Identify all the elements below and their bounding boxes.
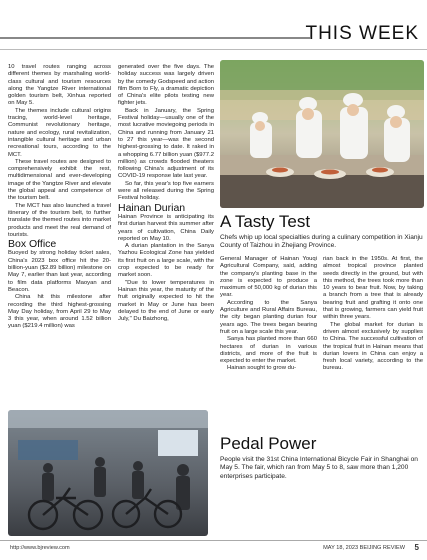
paragraph: A durian plantation in the Sanya Yazhou Ecological Zone has yielded its first fruit on a large scale, with the crop expected to be ready for market soon. bbox=[118, 243, 214, 279]
paragraph: The themes include cultural origins tracing, world-level heritage, Communist revolutionary heritage, nature and ecology, rural revitalization, intangible cultural heritage and urban recreational tours, according to the MCT. bbox=[8, 107, 111, 158]
paragraph: General Manager of Hainan Youqi Agricultural Company, said, adding the company's planting base in the zone is expected to produce a maximum of 50,000 kg of durian this year. bbox=[220, 256, 317, 299]
article-column-4 bbox=[323, 256, 423, 373]
paragraph: Back in January, the Spring Festival holiday—usually one of the most lucrative moviegoing periods in China and running from January 21 to 27 this year—was the second highest-grossing to date. It raked in a whopping 6.77 billion yuan ($977.2 million) as crowds flooded theaters following China's adjustment of its COVID-19 response late last year. bbox=[118, 107, 214, 180]
article-column-3 bbox=[220, 256, 317, 373]
section-title: THIS WEEK bbox=[305, 23, 419, 44]
paragraph: generated over the five days. The holiday success was largely driven by the comedy Godspeed and action film Born to Fly, a dramatic depiction of China's elite pilots testing new fighter jets. bbox=[118, 64, 214, 107]
feature-caption: Chefs whip up local specialties during a culinary competition in Xianju County of Taizhou in Zhejiang Province. bbox=[220, 234, 423, 250]
paragraph: These travel routes are designed to comprehensively exhibit the rest, multidimensional and ever-developing image of the Yangtze River and elevate the global appeal and competence of the tourism belt. bbox=[8, 158, 111, 202]
photo-illustration bbox=[220, 60, 424, 208]
feature-pedal-power bbox=[220, 434, 424, 481]
page-footer bbox=[0, 540, 427, 556]
paragraph: Sanya has planted more than 660 hectares of durian in various districts, and more of the fruit is expected to enter the market. bbox=[220, 336, 317, 365]
paragraph: So far, this year's top five earners were all released during the Spring Festival holiday. bbox=[118, 180, 214, 202]
feature-headline: A Tasty Test bbox=[220, 212, 311, 231]
paragraph: Hainan sought to grow du- bbox=[227, 365, 297, 372]
paragraph: Buoyed by strong holiday ticket sales, China's 2023 box office hit the 20-billion-yuan ($2.89 billion) milestone on May 7, earlier than last year, according to film data platforms Maoyan and Beacon. bbox=[8, 250, 111, 293]
feature-headline: Pedal Power bbox=[220, 434, 317, 453]
subhead-box-office: Box Office bbox=[8, 238, 57, 251]
culinary-competition-photo bbox=[220, 60, 424, 208]
paragraph: rian back in the 1950s. At first, the almost tropical province planted seeds directly in the ground, but with this method, the trees took more than 10 years to bear fruit. Now, by taking a branch from a tree that is already bearing fruit and grafting it onto one that is growing, farmers can yield fruit within three years. bbox=[323, 256, 423, 321]
masthead-bottom-rule bbox=[0, 49, 427, 50]
paragraph: "Due to lower temperatures in Hainan this year, the maturity of the fruit originally expected to hit the market in May or June has been delayed to the end of June or early July," Du Baizhong, bbox=[118, 279, 214, 323]
bicycle-fair-photo bbox=[8, 410, 208, 536]
paragraph: 10 travel routes ranging across different themes by marshaling world-class cultural and tourism resources along the Yangtze River international golden tourism belt, Xinhua reported on May 5. bbox=[8, 64, 111, 107]
footer-url[interactable]: http://www.bjreview.com bbox=[10, 545, 70, 551]
paragraph: Hainan Province is anticipating its first durian harvest this summer after years of cultivation, China Daily reported on May 10. bbox=[118, 213, 214, 242]
paragraph: The global market for durian is driven almost exclusively by supplies to China. The successful cultivation of the tropical fruit in Hainan means that durian lovers in China can enjoy a fresh local variety, according to the bureau. bbox=[323, 321, 423, 372]
footer-rule bbox=[0, 540, 427, 541]
paragraph: The MCT has also launched a travel itinerary of the tourism belt, to further translate the themed routes into market products and meet the real demand of tourists. bbox=[8, 202, 111, 238]
feature-caption: People visit the 31st China International Bicycle Fair in Shanghai on May 5. The fair, which ran from May 5 to 8, saw more than 1,200 enterprises participate. bbox=[220, 456, 418, 480]
footer-issue-info: MAY 18, 2023 BEIJING REVIEW bbox=[323, 545, 405, 551]
photo-illustration bbox=[8, 410, 208, 536]
article-column-2 bbox=[118, 64, 214, 323]
feature-tasty-test bbox=[220, 212, 424, 251]
article-column-1 bbox=[8, 64, 111, 331]
subhead-hainan-durian: Hainan Durian bbox=[118, 201, 186, 214]
section-masthead bbox=[0, 25, 427, 51]
paragraph: China hit this milestone after recording the third highest-grossing May Day holiday, from April 29 to May 3 this year, when around 1.52 billion yuan ($219.4 million) was bbox=[8, 294, 111, 330]
paragraph: According to the Sanya Agriculture and Rural Affairs Bureau, the city began planting durian four years ago. The trees began bearing fruit on a large scale this year. bbox=[220, 299, 317, 335]
page-number: 5 bbox=[414, 543, 419, 552]
masthead-rule bbox=[0, 37, 310, 39]
